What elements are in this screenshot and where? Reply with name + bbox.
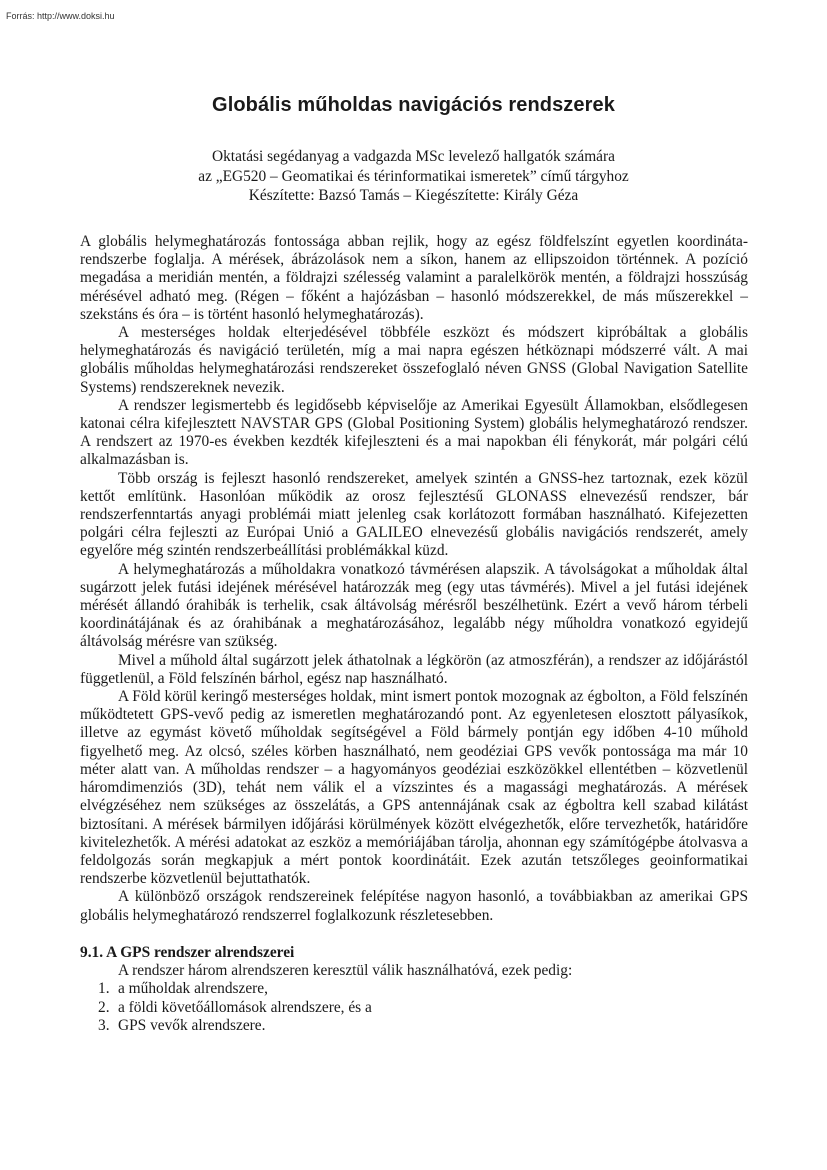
subtitle-line: Oktatási segédanyag a vadgazda MSc levelező hallgatók számára	[212, 148, 615, 165]
section-heading: 9.1. A GPS rendszer alrendszerei	[80, 943, 295, 961]
paragraph: Több ország is fejleszt hasonló rendszereket, amelyek szintén a GNSS-hez tartoznak, ezek közül kettőt említünk. Hasonlóan működik az orosz fejlesztésű GLONASS elnevezésű rendszer, bár rendszerfenntartás anyagi problémái miatt jelenleg csak korlátozott formában használható. Kifejezetten polgári célra fejleszti az Európai Unió a GALILEO elnevezésű globális navigációs rendszerét, amely egyelőre még szintén rendszerbeállítási problémákkal küzd.	[80, 469, 748, 560]
source-note: Forrás: http://www.doksi.hu	[6, 11, 115, 21]
paragraph: A Föld körül keringő mesterséges holdak, mint ismert pontok mozognak az égbolton, a Föld felszínén működtetett GPS-vevő pedig az ismeretlen meghatározandó pont. Az egyenletesen elosztott pályasíkok, illetve az egymást követő műholdak segítségével a Föld bármely pontján egy időben 4-10 műhold figyelhető meg. Az olcsó, széles körben használható, nem geodéziai GPS vevők pontossága ma már 10 méter alatt van. A műholdas rendszer – a hagyományos geodéziai eszközökkel ellentétben – közvetlenül háromdimenziós (3D), tehát nem válik el a vízszintes és a magassági meghatározás. A mérések elvégzéséhez nem szükséges az összelátás, a GPS antennájának csak az égboltra kell szabad kilátást biztosítani. A mérések bármilyen időjárási körülmények között elvégezhetők, előre tervezhetők, határidőre kivitelezhetők. A mérési adatokat az eszköz a memóriájában tárolja, ahonnan egy számítógépbe átolvasva a feldolgozás során megkapjuk a mért pontok koordinátáit. Ezek azután tetszőleges geoinformatikai rendszerbe közvetlenül bejuttathatók.	[80, 688, 748, 888]
paragraph: A rendszer legismertebb és legidősebb képviselője az Amerikai Egyesült Államokban, elsődlegesen katonai célra kifejlesztett NAVSTAR GPS (Global Positioning System) globális helymeghatározó rendszer. A rendszert az 1970-es években kezdték kifejleszteni és a mai napokban éli fénykorát, már polgári célú alkalmazásban is.	[80, 396, 748, 469]
list-item	[98, 999, 748, 1018]
subsystem-list	[80, 980, 748, 1036]
section-intro: A rendszer három alrendszeren keresztül válik használhatóvá, ezek pedig:	[118, 961, 573, 979]
paragraph: A különböző országok rendszereinek felépítése nagyon hasonló, a továbbiakban az amerikai GPS globális helymeghatározó rendszerrel foglalkozunk részletesebben.	[80, 888, 748, 924]
document-title: Globális műholdas navigációs rendszerek	[212, 94, 615, 116]
list-item	[98, 980, 748, 999]
subtitle-block	[0, 147, 827, 206]
paragraph: A mesterséges holdak elterjedésével többféle eszközt és módszert kipróbáltak a globális helymeghatározás és navigáció területén, míg a mai napra egészen hétköznapi módszerré vált. A mai globális műholdas helymeghatározási rendszereket összefoglaló néven GNSS (Global Navigation Satellite Systems) rendszereknek nevezik.	[80, 324, 748, 396]
author-line: Készítette: Bazsó Tamás – Kiegészítette: Király Géza	[248, 187, 579, 204]
list-text: a földi követőállomások alrendszere, és a	[118, 998, 372, 1016]
list-text: GPS vevők alrendszere.	[118, 1017, 266, 1035]
paragraph: A helymeghatározás a műholdakra vonatkozó távmérésen alapszik. A távolságokat a műholdak által sugárzott jelek futási idejének mérésével határozzák meg (egy utas távmérés). Mivel a jel futási idejének mérését állandó órahibák is terhelik, csak áltávolság mérésről beszélhetünk. Ezért a vevő három térbeli koordinátájának és az órahibának a meghatározásához, legalább négy műholdra vonatkozó egyidejű áltávolság mérésre van szükség.	[80, 560, 748, 651]
list-number: 2.	[98, 998, 110, 1016]
paragraph: Mivel a műhold által sugárzott jelek áthatolnak a légkörön (az atmoszférán), a rendszer az időjárástól függetlenül, a Föld felszínén bárhol, egész nap használható.	[80, 651, 748, 687]
list-item	[98, 1017, 748, 1036]
subtitle-line: az „EG520 – Geomatikai és térinformatikai ismeretek” című tárgyhoz	[198, 167, 629, 185]
paragraph: A globális helymeghatározás fontossága abban rejlik, hogy az egész földfelszínt egyetlen koordináta-rendszerbe foglalja. A mérések, ábrázolások nem a síkon, hanem az ellipszoidon történnek. A pozíció megadása a meridián mentén, a földrajzi szélesség valamint a paralelkörök mentén, a földrajzi hosszúság mérésével adható meg. (Régen – főként a hajózásban – hasonló módszerekkel, de más műszerekkel – szekstáns és óra – is történt hasonló helymeghatározás).	[80, 233, 748, 323]
list-text: a műholdak alrendszere,	[118, 980, 268, 998]
list-number: 1.	[98, 980, 110, 998]
list-number: 3.	[98, 1017, 110, 1035]
document-body	[80, 233, 748, 1036]
